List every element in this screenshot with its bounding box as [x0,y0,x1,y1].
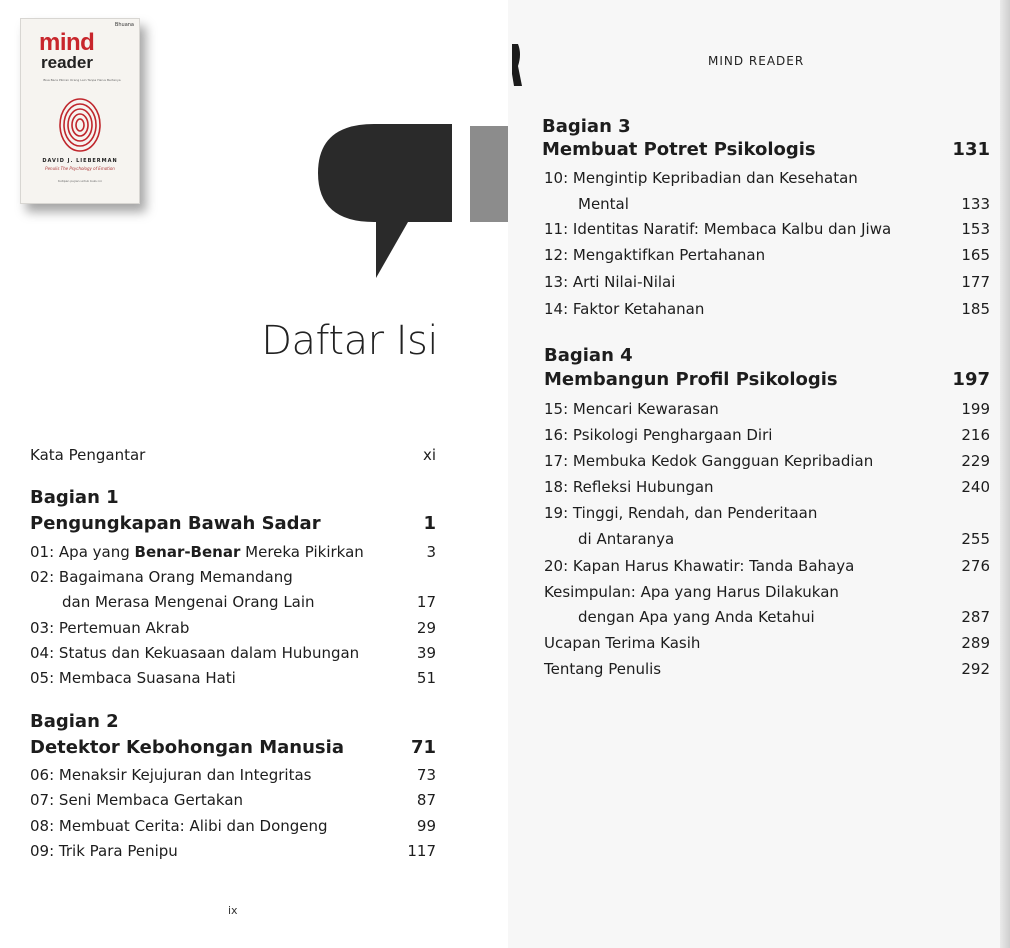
toc-page-number: 39 [416,644,436,662]
toc-row-chapter[interactable] [30,842,436,860]
toc-row-chapter[interactable] [30,669,436,687]
back-matter-text: Kesimpulan: Apa yang Harus Dilakukan [544,583,839,601]
toc-page-number: 29 [416,619,436,637]
chapter-number: 20: [544,557,569,575]
part-title-text: Pengungkapan Bawah Sadar [30,513,321,534]
part-title[interactable] [542,139,990,160]
bleed-mark [512,44,522,86]
part-title-text: Detektor Kebohongan Manusia [30,737,344,758]
toc-row-chapter[interactable] [544,246,990,264]
toc-row-chapter[interactable] [30,817,436,835]
toc-page-number: 165 [961,246,990,264]
toc-page-number: 17 [416,593,436,611]
chapter-number: 05: [30,669,55,687]
part-label: Bagian 2 [30,711,119,732]
chapter-number: 03: [30,619,55,637]
running-head: MIND READER [708,54,805,68]
toc-page-number: 199 [961,400,990,418]
chapter-number: 10: [544,169,569,187]
cover-title-line1: mind [39,29,95,56]
chapter-number: 01: [30,543,55,561]
toc-row-chapter[interactable] [30,543,436,561]
part-title-text: Membuat Potret Psikologis [542,139,816,160]
chapter-text-continued: di Antaranya [578,530,675,548]
toc-page-number: 153 [961,220,990,238]
quote-mark-icon [318,124,512,280]
toc-row-chapter[interactable] [544,452,990,470]
toc-row-chapter[interactable] [544,400,990,418]
chapter-text: Identitas Naratif: Membaca Kalbu dan Jiwa [572,220,892,238]
toc-row-chapter[interactable] [544,504,990,522]
toc-row-chapter-continued[interactable] [578,195,990,213]
toc-row-back-matter[interactable] [544,660,990,678]
toc-page-number: 216 [961,426,990,444]
toc-page-number: 289 [961,634,990,652]
toc-row-chapter[interactable] [30,619,436,637]
toc-row-chapter[interactable] [544,300,990,318]
chapter-text: Membaca Suasana Hati [58,669,236,687]
toc-page-number: 255 [961,530,990,548]
page-folio: ix [228,904,238,917]
chapter-text: Menaksir Kejujuran dan Integritas [58,766,312,784]
cover-title-line2: reader [41,53,93,72]
toc-row-chapter-continued[interactable] [578,530,990,548]
fingerprint-icon [58,97,102,153]
chapter-text: Mengaktifkan Pertahanan [572,246,766,264]
chapter-text: Membuat Cerita: Alibi dan Dongeng [58,817,328,835]
chapter-number: 19: [544,504,569,522]
toc-page-number: 51 [416,669,436,687]
chapter-text: Tinggi, Rendah, dan Penderitaan [572,504,818,522]
chapter-text-continued: dan Merasa Mengenai Orang Lain [62,593,315,611]
chapter-text: Refleksi Hubungan [572,478,714,496]
part-title[interactable] [30,513,436,534]
toc-page-number: 1 [423,513,436,534]
toc-page-number: 292 [961,660,990,678]
chapter-text: Seni Membaca Gertakan [58,791,244,809]
chapter-text-continued: Mental [578,195,629,213]
toc-page-number: 87 [416,791,436,809]
toc-row-chapter[interactable] [30,791,436,809]
back-matter-text: Ucapan Terima Kasih [544,634,701,652]
chapter-text: Mencari Kewarasan [572,400,719,418]
part-title-text: Membangun Profil Psikologis [544,369,838,390]
toc-page-number: 197 [952,369,990,390]
part-label: Bagian 4 [544,345,633,366]
toc-row-back-matter-continued[interactable] [578,608,990,626]
toc-row-preface[interactable] [30,446,436,464]
chapter-number: 06: [30,766,55,784]
part-label: Bagian 3 [542,116,631,137]
chapter-number: 18: [544,478,569,496]
toc-page-number: 240 [961,478,990,496]
toc-row-chapter[interactable] [544,478,990,496]
chapter-text-bold: Benar-Benar [134,543,241,561]
back-matter-text: Tentang Penulis [544,660,662,678]
toc-row-chapter[interactable] [544,220,990,238]
toc-row-chapter-continued[interactable] [62,593,436,611]
chapter-text: Membuka Kedok Gangguan Kepribadian [572,452,874,470]
chapter-number: 14: [544,300,569,318]
toc-page-number: 73 [416,766,436,784]
chapter-text: Status dan Kekuasaan dalam Hubungan [58,644,360,662]
toc-page-number: 3 [426,543,436,561]
toc-row-chapter[interactable] [544,273,990,291]
toc-label: Kata Pengantar [30,446,146,464]
toc-page-number: 117 [407,842,436,860]
toc-page-number: 177 [961,273,990,291]
chapter-number: 12: [544,246,569,264]
toc-row-chapter[interactable] [30,644,436,662]
toc-page-number: 131 [952,139,990,160]
part-title[interactable] [30,737,436,758]
book-cover [20,18,140,204]
page-edge-shadow [1000,0,1010,948]
chapter-number: 09: [30,842,55,860]
toc-row-chapter[interactable] [30,568,436,586]
chapter-text: Mengintip Kepribadian dan Kesehatan [572,169,858,187]
toc-row-chapter[interactable] [544,169,990,187]
chapter-number: 08: [30,817,55,835]
chapter-text: Trik Para Penipu [58,842,178,860]
chapter-text: Kapan Harus Khawatir: Tanda Bahaya [572,557,855,575]
toc-page-number: 185 [961,300,990,318]
page-title: Daftar Isi [261,318,438,364]
chapter-number: 17: [544,452,569,470]
chapter-number: 15: [544,400,569,418]
cover-author: DAVID J. LIEBERMAN [42,158,118,164]
toc-page-number: 287 [961,608,990,626]
part-title[interactable] [544,369,990,390]
toc-row-chapter[interactable] [30,766,436,784]
chapter-text: Pertemuan Akrab [58,619,190,637]
toc-row-back-matter[interactable] [544,583,990,601]
cover-endorsement: Kutipan pujian untuk buku ini [58,179,102,183]
toc-row-chapter[interactable] [544,557,990,575]
chapter-number: 11: [544,220,569,238]
chapter-text: Bagaimana Orang Memandang [58,568,293,586]
cover-blurb: Bisa Baca Pikiran Orang Lain Tanpa Harus Bertanya [43,78,121,82]
toc-page-number: 71 [410,737,436,758]
chapter-number: 16: [544,426,569,444]
back-matter-text-continued: dengan Apa yang Anda Ketahui [578,608,815,626]
chapter-text: Faktor Ketahanan [572,300,705,318]
cover-subtitle: Penulis The Psychology of Emotion [45,166,115,171]
chapter-number: 13: [544,273,569,291]
chapter-text: Apa yang Benar-Benar Mereka Pikirkan [58,543,364,561]
chapter-number: 04: [30,644,55,662]
toc-row-chapter[interactable] [544,426,990,444]
toc-row-back-matter[interactable] [544,634,990,652]
chapter-text: Arti Nilai-Nilai [572,273,676,291]
chapter-number: 02: [30,568,55,586]
chapter-number: 07: [30,791,55,809]
toc-page-number: 99 [416,817,436,835]
toc-page-number: 133 [961,195,990,213]
chapter-text: Psikologi Penghargaan Diri [572,426,773,444]
part-label: Bagian 1 [30,487,119,508]
cover-publisher: Bhuana [114,22,134,28]
toc-page-number: xi [422,446,436,464]
toc-page-number: 229 [961,452,990,470]
toc-page-number: 276 [961,557,990,575]
